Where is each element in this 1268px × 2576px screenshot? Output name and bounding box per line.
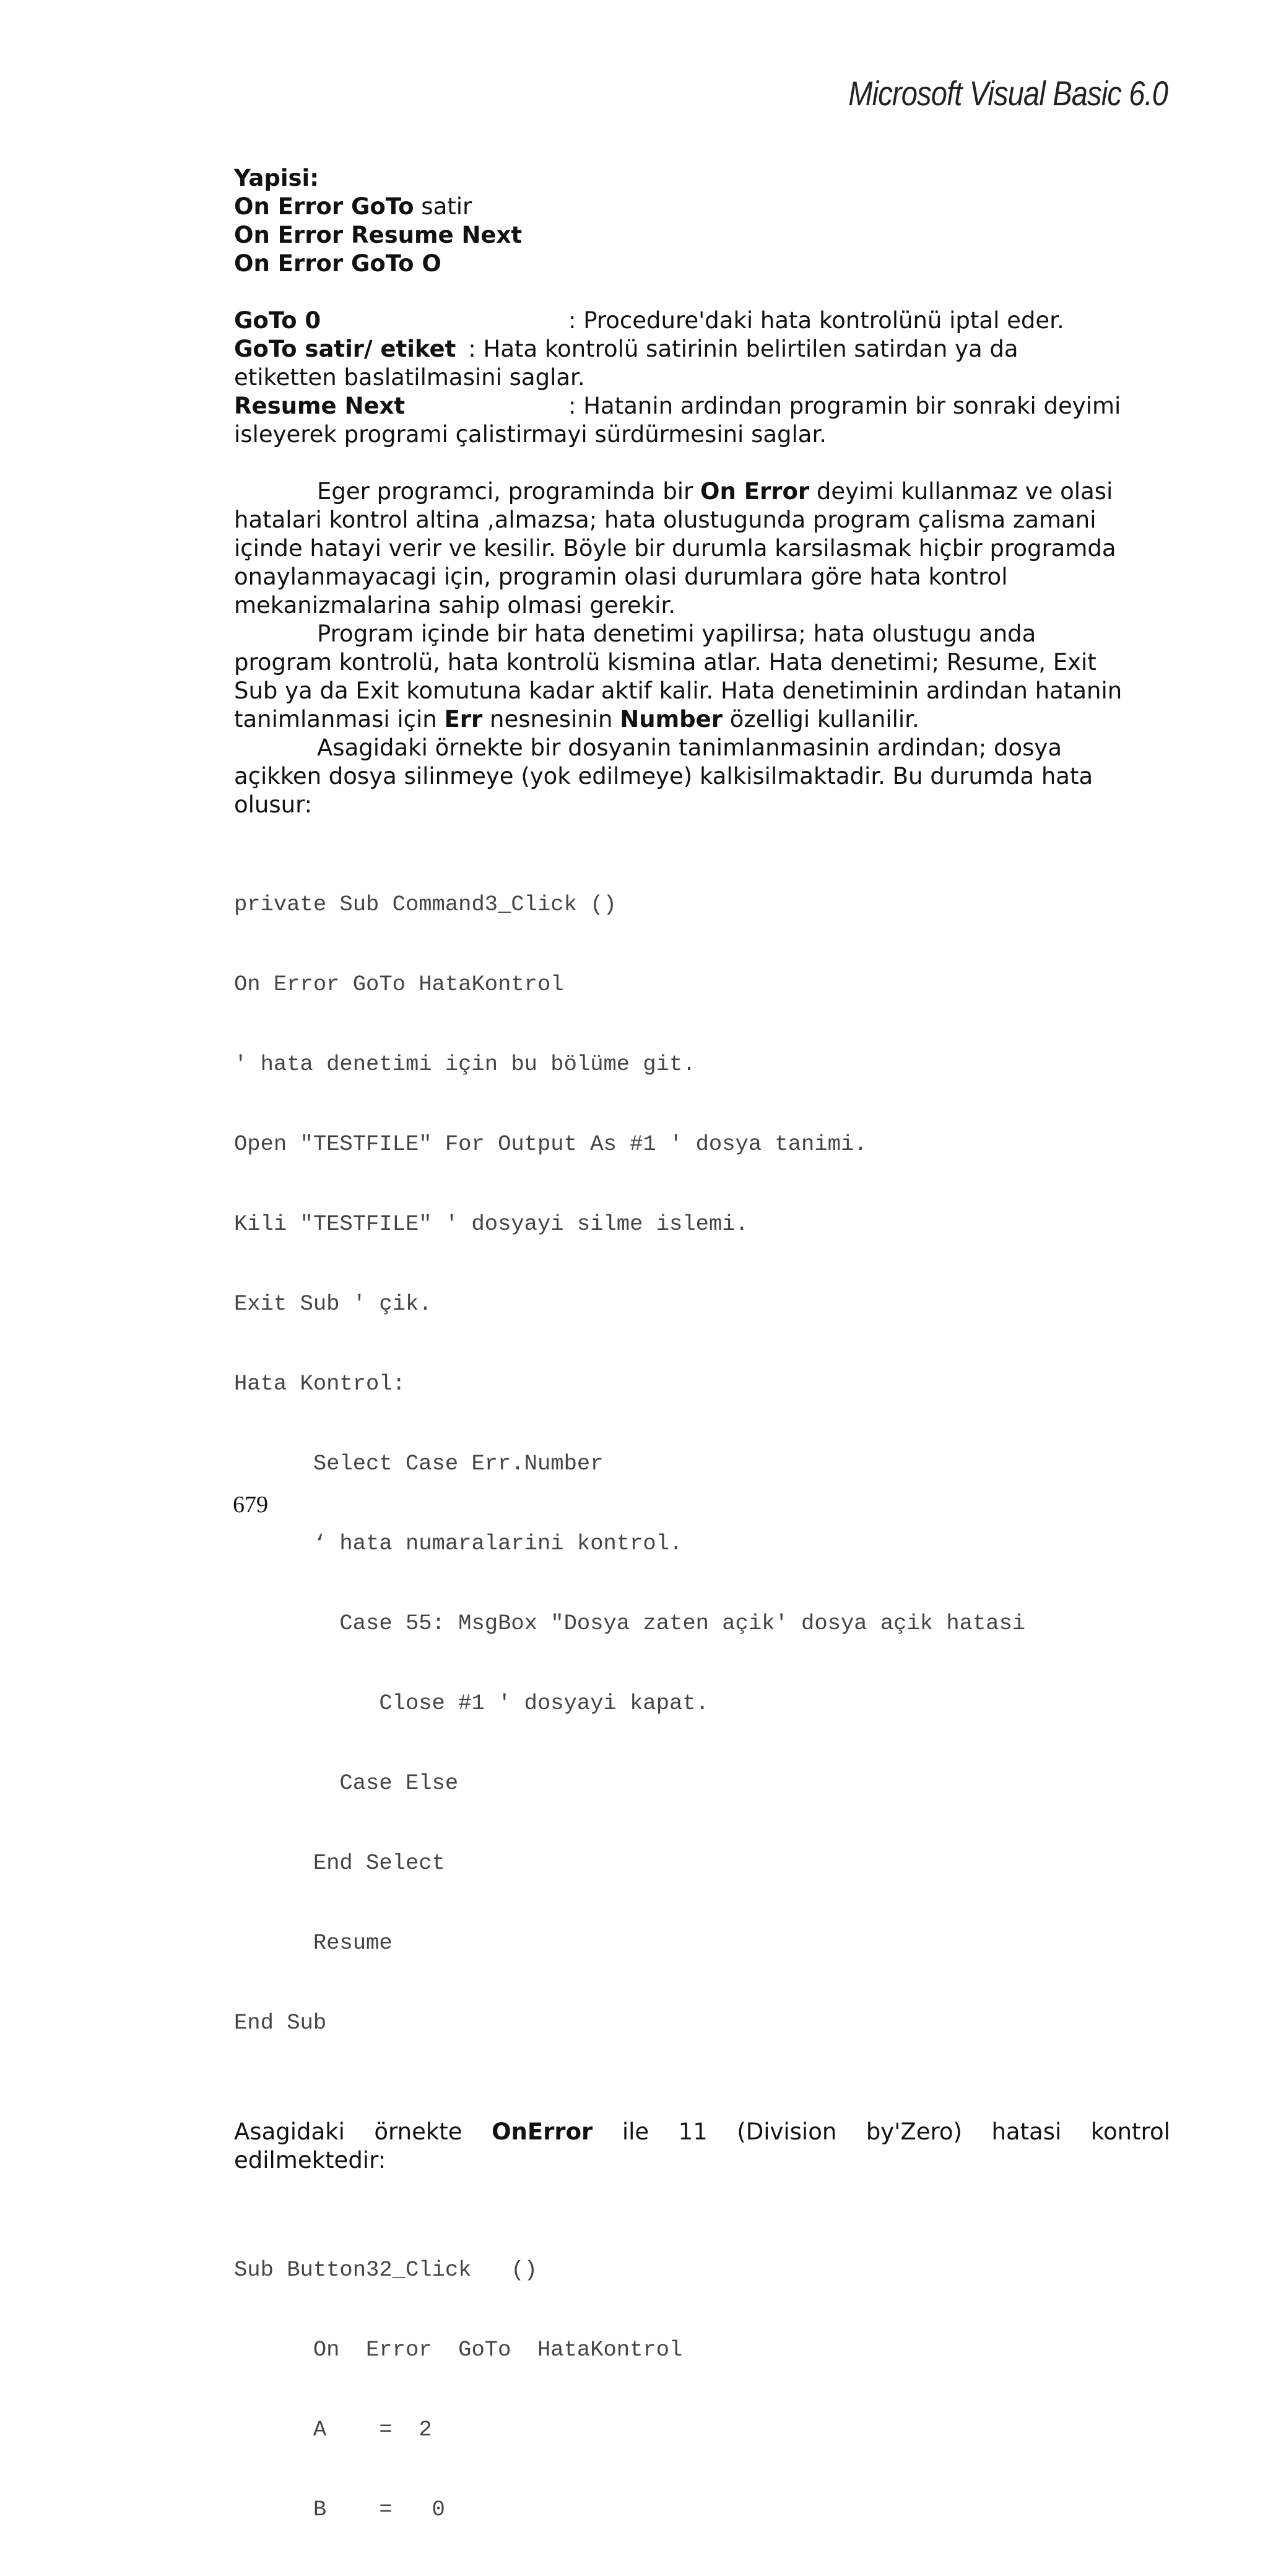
code-line: On Error GoTo HataKontrol bbox=[234, 2337, 683, 2362]
syntax-arg: satir bbox=[414, 193, 472, 220]
text-span: tanimlanmasi için bbox=[234, 706, 445, 733]
code-block-1 bbox=[234, 838, 1170, 2089]
word: hatasi bbox=[991, 2118, 1062, 2145]
paragraph-4-line bbox=[234, 2118, 1170, 2146]
syntax-heading: Yapisi: bbox=[234, 165, 319, 191]
paragraph-1-line bbox=[234, 477, 1170, 506]
text-span: özelligi kullanilir. bbox=[722, 706, 919, 733]
code-line: Select Case Err.Number bbox=[234, 1451, 604, 1476]
word: by'Zero) bbox=[866, 2118, 962, 2145]
code-line: Resume bbox=[234, 1930, 393, 1956]
syntax-line-3: On Error GoTo O bbox=[234, 250, 441, 277]
code-line: ' hata denetimi için bu bölüme git. bbox=[234, 1051, 696, 1077]
code-line: Sub Button32_Click () bbox=[234, 2257, 537, 2282]
keyword-span: Number bbox=[620, 706, 723, 733]
paragraph-1-line: mekanizmalarina sahip olmasi gerekir. bbox=[234, 592, 676, 619]
code-line: Case Else bbox=[234, 1770, 459, 1796]
word: 11 bbox=[678, 2118, 708, 2145]
text-span: deyimi kullanmaz ve olasi bbox=[809, 478, 1113, 505]
code-line: Case 55: MsgBox "Dosya zaten açik' dosya açik hatasi bbox=[234, 1611, 1026, 1636]
paragraph-2-line bbox=[234, 705, 1170, 734]
paragraph-1-line: onaylanmayacagi için, programin olasi durumlara göre hata kontrol bbox=[234, 564, 1008, 590]
paragraph-1-line: içinde hatayi verir ve kesilir. Böyle bir durumla karsilasmak hiçbir programda bbox=[234, 535, 1116, 562]
page-number: 679 bbox=[233, 1492, 268, 1518]
paragraph-2-line: program kontrolü, hata kontrolü kismina atlar. Hata denetimi; Resume, Exit bbox=[234, 649, 1096, 676]
definition-term: GoTo 0 bbox=[234, 307, 321, 334]
paragraph-3-line: olusur: bbox=[234, 791, 313, 818]
definition-goto-label bbox=[234, 335, 1170, 363]
code-line: ‘ hata numaralarini kontrol. bbox=[234, 1531, 683, 1556]
paragraph-4-line: edilmektedir: bbox=[234, 2147, 386, 2174]
code-line: Exit Sub ' çik. bbox=[234, 1291, 432, 1316]
page-content bbox=[234, 164, 1170, 2576]
paragraph-2-line: Program içinde bir hata denetimi yapilirsa; hata olustugu anda bbox=[317, 620, 1036, 647]
code-line: End Select bbox=[234, 1850, 445, 1876]
code-line: End Sub bbox=[234, 2010, 327, 2035]
code-block-2 bbox=[234, 2203, 1170, 2576]
definition-resume-next bbox=[234, 392, 1170, 420]
definition-desc-cont: etiketten baslatilmasini saglar. bbox=[234, 364, 585, 391]
code-line: A = 2 bbox=[234, 2417, 432, 2442]
syntax-line-1 bbox=[234, 193, 1170, 221]
syntax-keyword: On Error GoTo bbox=[234, 193, 414, 220]
syntax-line-2: On Error Resume Next bbox=[234, 222, 523, 248]
definition-desc: : Procedure'daki hata kontrolünü iptal eder. bbox=[568, 307, 1064, 334]
keyword-span: OnError bbox=[492, 2118, 593, 2145]
keyword-span: Err bbox=[444, 706, 483, 733]
definition-term: Resume Next bbox=[234, 393, 406, 419]
definition-desc: : Hata kontrolü satirinin belirtilen satirdan ya da bbox=[468, 336, 1018, 362]
definition-goto0 bbox=[234, 307, 1170, 335]
paragraph-3-line: açikken dosya silinmeye (yok edilmeye) kalkisilmaktadir. Bu durumda hata bbox=[234, 763, 1093, 790]
definition-desc-cont: isleyerek programi çalistirmayi sürdürmesini saglar. bbox=[234, 421, 827, 448]
text-span: Eger programci, programinda bir bbox=[317, 478, 701, 505]
code-line: On Error GoTo HataKontrol bbox=[234, 972, 564, 997]
code-line: Hata Kontrol: bbox=[234, 1371, 406, 1396]
keyword-span: On Error bbox=[700, 478, 810, 505]
paragraph-2-line: Sub ya da Exit komutuna kadar aktif kalir. Hata denetiminin ardindan hatanin bbox=[234, 677, 1123, 704]
definition-term: GoTo satir/ etiket bbox=[234, 336, 456, 362]
paragraph-1-line: hatalari kontrol altina ,almazsa; hata olustugunda program çalisma zamani bbox=[234, 507, 1096, 533]
word: ile bbox=[622, 2118, 649, 2145]
code-line: Kili "TESTFILE" ' dosyayi silme islemi. bbox=[234, 1211, 749, 1237]
running-header-title: Microsoft Visual Basic 6.0 bbox=[848, 74, 1168, 113]
code-line: Close #1 ' dosyayi kapat. bbox=[234, 1690, 709, 1716]
code-line: private Sub Command3_Click () bbox=[234, 892, 617, 917]
text-span: nesnesinin bbox=[482, 706, 620, 733]
code-line: Open "TESTFILE" For Output As #1 ' dosya tanimi. bbox=[234, 1131, 867, 1157]
word: kontrol bbox=[1090, 2118, 1170, 2145]
word: Asagidaki bbox=[234, 2118, 345, 2145]
code-line: B = 0 bbox=[234, 2497, 445, 2522]
paragraph-3-line: Asagidaki örnekte bir dosyanin tanimlanmasinin ardindan; dosya bbox=[317, 734, 1062, 761]
word: (Division bbox=[737, 2118, 837, 2145]
definition-desc: : Hatanin ardindan programin bir sonraki deyimi bbox=[568, 393, 1121, 419]
word: örnekte bbox=[374, 2118, 462, 2145]
